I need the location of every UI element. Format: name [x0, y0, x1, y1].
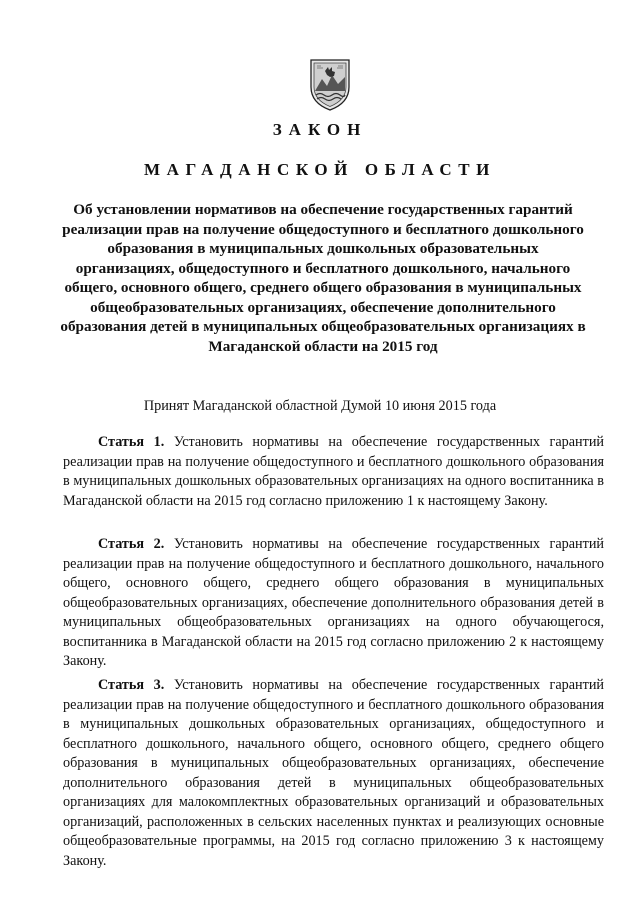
law-title: Об установлении нормативов на обеспечение государственных гарантий реализации прав на получение общедоступного и бесплатного дошкольного образования в муниципальных дошкольных образовательных организациях, общедоступного и бесплатного дошкольного, начального общего, основного общего, среднего общего образования в муниципальных общеобразовательных организациях, обеспечение дополнительного образования детей в муниципальных общеобразовательных организациях в Магаданской области на 2015 год: [60, 201, 586, 355]
article-label: Статья 1.: [98, 434, 165, 450]
document-type-heading: ЗАКОН: [272, 120, 368, 139]
article-text: Установить нормативы на обеспечение государственных гарантий реализации прав на получение общедоступного и бесплатного дошкольного, начального общего, основного общего, среднего общего образования в муниципальных общеобразовательных организациях, обеспечение дополнительного образования детей в муниципальных общеобразовательных организациях на одного обучающегося, воспитанника в Магаданской области на 2015 год согласно приложению 2 к настоящему Закону.: [63, 536, 605, 669]
article-label: Статья 2.: [98, 536, 165, 552]
article-text: Установить нормативы на обеспечение государственных гарантий реализации прав на получение общедоступного и бесплатного дошкольного образования в муниципальных дошкольных образовательных организациях, общедоступного и бесплатного дошкольного, начального общего, основного общего, среднего общего образования в муниципальных общеобразовательных организациях, обеспечение дополнительного образования детей в муниципальных общеобразовательных организациях для малокомплектных образовательных организаций и образовательных организаций, расположенных в сельских населенных пунктах и реализующих основные общеобразовательные программы, на 2015 год согласно приложению 3 к настоящему Закону.: [63, 677, 605, 869]
coat-of-arms-icon: [305, 57, 355, 112]
article-2: [63, 535, 604, 672]
adoption-note: Принят Магаданской областной Думой 10 июня 2015 года: [143, 398, 497, 414]
article-text: Установить нормативы на обеспечение государственных гарантий реализации прав на получение общедоступного и бесплатного дошкольного образования в муниципальных дошкольных образовательных организациях на одного воспитанника в Магаданской области на 2015 год согласно приложению 1 к настоящему Закону.: [63, 434, 605, 509]
article-label: Статья 3.: [98, 677, 165, 693]
article-1: [63, 433, 604, 511]
article-3: [63, 676, 604, 871]
region-heading: МАГАДАНСКОЙ ОБЛАСТИ: [143, 160, 496, 179]
